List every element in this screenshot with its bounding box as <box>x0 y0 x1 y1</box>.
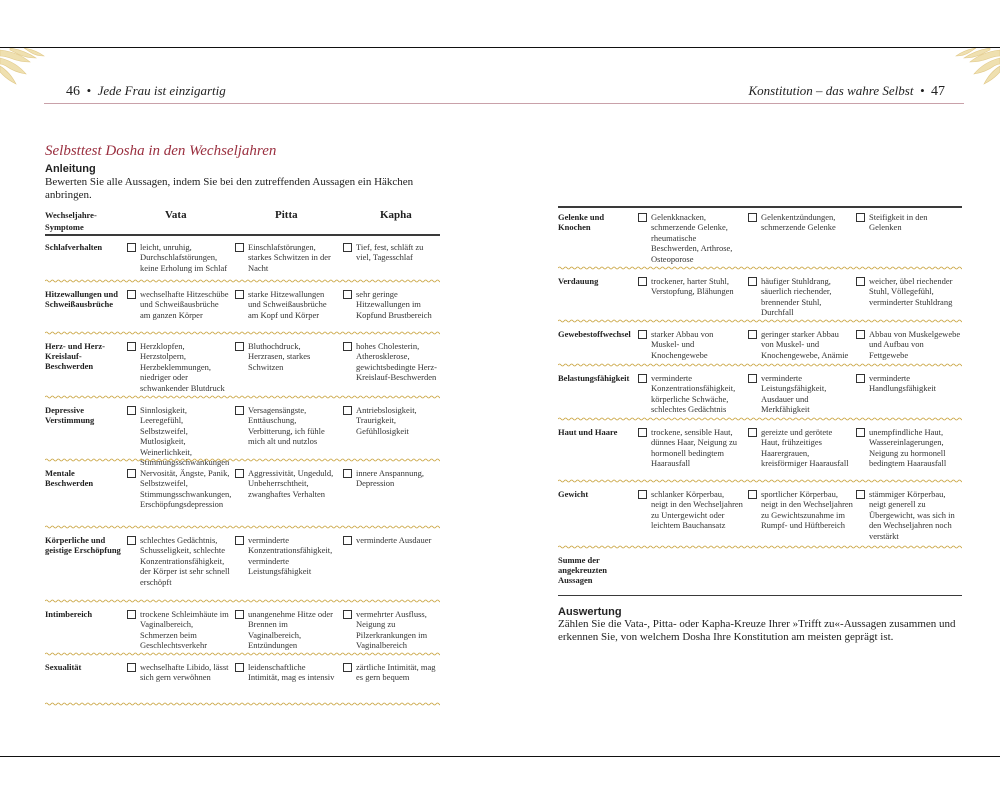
cell-text-vata: Herzklopfen, Herzstolpern, Herzbeklemmungen, niedriger oder schwankender Blutdruck <box>140 341 225 393</box>
checkbox-icon[interactable] <box>235 536 244 545</box>
checkbox-icon[interactable] <box>127 610 136 619</box>
row-symptom: Haut und Haare <box>558 427 618 437</box>
row-symptom: Gewicht <box>558 489 589 499</box>
row-divider <box>45 652 440 656</box>
checkbox-icon[interactable] <box>638 277 647 286</box>
row-divider <box>558 479 962 483</box>
header-pitta: Pitta <box>275 209 298 221</box>
checkbox-icon[interactable] <box>748 277 757 286</box>
checkbox-icon[interactable] <box>235 290 244 299</box>
right-table-top-rule <box>558 206 962 208</box>
cell-text-pitta: Bluthochdruck, Herzrasen, starkes Schwitzen <box>248 341 311 372</box>
checkbox-icon[interactable] <box>343 663 352 672</box>
row-divider <box>558 363 962 367</box>
summary-rule <box>558 595 962 596</box>
cell-text-pitta: sportlicher Körperbau, neigt in den Wechseljahren zu Gewichtszunahme im Rumpf- und Hüftbereich <box>761 489 853 531</box>
checkbox-icon[interactable] <box>748 490 757 499</box>
cell-text-kapha: verminderte Handlungsfähigkeit <box>869 373 937 394</box>
cell-text-vata: Gelenkknacken, schmerzende Gelenke, rheumatische Beschwerden, Arthrose, Osteoporose <box>651 212 733 264</box>
left-running-header: 46 • Jede Frau ist einzigartig <box>66 83 226 99</box>
cell-text-kapha: weicher, übel riechender Stuhl, Völlegefühl, verminderter Stuhldrang <box>869 276 953 307</box>
checkbox-icon[interactable] <box>235 469 244 478</box>
row-symptom: Depressive Verstimmung <box>45 405 95 425</box>
row-divider <box>45 279 440 283</box>
cell-text-vata: wechselhafte Libido, lässt sich gern verwöhnen <box>140 662 229 683</box>
book-spread <box>0 47 1000 757</box>
cell-text-vata: starker Abbau von Muskel- und Knochengewebe <box>651 329 714 360</box>
right-running-header: Konstitution – das wahre Selbst • 47 <box>748 83 945 99</box>
row-divider <box>45 525 440 529</box>
checkbox-icon[interactable] <box>235 610 244 619</box>
row-divider <box>558 545 962 549</box>
row-symptom: Schlafverhalten <box>45 242 103 252</box>
checkbox-icon[interactable] <box>343 406 352 415</box>
cell-text-pitta: geringer starker Abbau von Muskel- und Knochengewebe, Anämie <box>761 329 849 360</box>
cell-text-kapha: sehr geringe Hitzewallungen im Kopfund Brustbereich <box>356 289 432 320</box>
checkbox-icon[interactable] <box>856 330 865 339</box>
checkbox-icon[interactable] <box>127 469 136 478</box>
cell-text-vata: schlechtes Gedächtnis, Schusseligkeit, schlechte Konzentrationsfähigkeit, der Körper ist sehr schnell erschöpft <box>140 535 230 587</box>
cell-text-vata: trockener, harter Stuhl, Verstopfung, Blähungen <box>651 276 734 297</box>
row-divider <box>558 417 962 421</box>
cell-text-pitta: starke Hitzewallungen und Schweißausbrüche am Kopf und Körper <box>248 289 327 320</box>
checkbox-icon[interactable] <box>343 290 352 299</box>
checkbox-icon[interactable] <box>127 406 136 415</box>
evaluation-text: Zählen Sie die Vata-, Pitta- oder Kapha-Kreuze Ihrer »Trifft zu«-Aussagen zusammen und erkennen Sie, von welchem Dosha Ihre Konstitution am meisten geprägt ist. <box>558 618 956 643</box>
row-divider <box>45 395 440 399</box>
checkbox-icon[interactable] <box>235 406 244 415</box>
cell-text-kapha: unempfindliche Haut, Wassereinlagerungen, Neigung zu hormonell bedingtem Haarausfall <box>869 427 947 469</box>
checkbox-icon[interactable] <box>748 330 757 339</box>
checkbox-icon[interactable] <box>235 243 244 252</box>
cell-text-pitta: gereizte und gerötete Haut, frühzeitiges Haarergrauen, kreisförmiger Haarausfall <box>761 427 849 469</box>
checkbox-icon[interactable] <box>638 428 647 437</box>
header-symptoms: Wechseljahre-Symptome <box>45 210 97 232</box>
right-page <box>500 48 1000 756</box>
cell-text-vata: trockene, sensible Haut, dünnes Haar, Neigung zu hormonell bedingtem Haarausfall <box>651 427 738 469</box>
checkbox-icon[interactable] <box>856 213 865 222</box>
checkbox-icon[interactable] <box>127 536 136 545</box>
lotus-ornament-icon <box>0 48 56 88</box>
instructions-heading: Anleitung <box>45 163 96 175</box>
table-header <box>45 208 440 234</box>
checkbox-icon[interactable] <box>748 374 757 383</box>
cell-text-kapha: innere Anspannung, Depression <box>356 468 424 489</box>
header-vata: Vata <box>165 209 187 221</box>
row-symptom: Mentale Beschwerden <box>45 468 94 488</box>
cell-text-kapha: hohes Cholesterin, Atherosklerose, gewichtsbedingte Herz-Kreislauf-Beschwerden <box>356 341 437 383</box>
section-title: Selbsttest Dosha in den Wechseljahren <box>45 143 277 159</box>
row-symptom: Gewebestoffwechsel <box>558 329 631 339</box>
row-symptom: Sexualität <box>45 662 82 672</box>
cell-text-kapha: zärtliche Intimität, mag es gern bequem <box>356 662 436 683</box>
checkbox-icon[interactable] <box>343 243 352 252</box>
checkbox-icon[interactable] <box>235 663 244 672</box>
row-divider <box>45 599 440 603</box>
checkbox-icon[interactable] <box>638 330 647 339</box>
checkbox-icon[interactable] <box>235 342 244 351</box>
checkbox-icon[interactable] <box>856 490 865 499</box>
cell-text-vata: leicht, unruhig, Durchschlafstörungen, keine Erholung im Schlaf <box>140 242 228 273</box>
cell-text-vata: schlanker Körperbau, neigt in den Wechseljahren zu Untergewicht oder leichtem Bauchansatz <box>651 489 743 531</box>
checkbox-icon[interactable] <box>748 213 757 222</box>
row-divider <box>45 458 440 462</box>
cell-text-vata: wechselhafte Hitzeschübe und Schweißausbrüche am ganzen Körper <box>140 289 229 320</box>
row-symptom: Verdauung <box>558 276 599 286</box>
checkbox-icon[interactable] <box>127 243 136 252</box>
cell-text-pitta: Versagensängste, Enttäuschung, Verbitterung, ich fühle mich alt und nutzlos <box>248 405 325 447</box>
cell-text-pitta: häufiger Stuhldrang, säuerlich riechender, brennender Stuhl, Durchfall <box>761 276 832 318</box>
row-divider <box>558 266 962 270</box>
row-symptom: Belastungsfähigkeit <box>558 373 630 383</box>
left-page-number: 46 <box>66 84 80 99</box>
left-page <box>0 48 500 756</box>
cell-text-vata: verminderte Konzentrationsfähigkeit, körperliche Schwäche, schlechtes Gedächtnis <box>651 373 736 415</box>
checkbox-icon[interactable] <box>638 374 647 383</box>
row-symptom: Gelenke und Knochen <box>558 212 605 232</box>
cell-text-kapha: Steifigkeit in den Gelenken <box>869 212 928 233</box>
checkbox-icon[interactable] <box>748 428 757 437</box>
cell-text-vata: Nervosität, Ängste, Panik, Selbstzweifel, Stimmungsschwankungen, Erschöpfungsdepression <box>140 468 232 510</box>
right-page-number: 47 <box>931 84 945 99</box>
left-header-rule <box>44 103 500 104</box>
cell-text-kapha: vermehrter Ausfluss, Neigung zu Pilzerkrankungen im Vaginalbereich <box>356 609 428 651</box>
cell-text-pitta: verminderte Leistungsfähigkeit, Ausdauer und Merkfähigkeit <box>761 373 827 415</box>
cell-text-kapha: Antriebslosigkeit, Traurigkeit, Gefühllosigkeit <box>356 405 417 436</box>
checkbox-icon[interactable] <box>638 490 647 499</box>
checkbox-icon[interactable] <box>856 277 865 286</box>
cell-text-pitta: unangenehme Hitze oder Brennen im Vaginalbereich, Entzündungen <box>248 609 333 651</box>
instructions-text: Bewerten Sie alle Aussagen, indem Sie bei den zutreffenden Aussagen ein Häkchen anbringen. <box>45 176 414 201</box>
right-header-rule <box>500 103 964 104</box>
checkbox-icon[interactable] <box>638 213 647 222</box>
checkbox-icon[interactable] <box>127 290 136 299</box>
left-page-title: Jede Frau ist einzigartig <box>97 83 226 98</box>
checkbox-icon[interactable] <box>343 610 352 619</box>
cell-text-pitta: Gelenkentzündungen, schmerzende Gelenke <box>761 212 836 233</box>
cell-text-pitta: verminderte Konzentrationsfähigkeit, verminderte Leistungsfähigkeit <box>248 535 333 577</box>
cell-text-kapha: verminderte Ausdauer <box>356 535 432 545</box>
cell-text-pitta: Einschlafstörungen, starkes Schwitzen in der Nacht <box>248 242 331 273</box>
checkbox-icon[interactable] <box>343 342 352 351</box>
lotus-ornament-icon <box>944 48 1000 88</box>
checkbox-icon[interactable] <box>856 374 865 383</box>
cell-text-vata: Sinnlosigkeit, Leeregefühl, Selbstzweifel, Mutlosigkeit, Weinerlichkeit, Stimmungsschwankungen <box>140 405 230 468</box>
evaluation-heading: Auswertung <box>558 606 622 618</box>
row-divider <box>45 331 440 335</box>
checkbox-icon[interactable] <box>127 663 136 672</box>
row-symptom: Intimbereich <box>45 609 93 619</box>
checkbox-icon[interactable] <box>343 469 352 478</box>
row-divider <box>558 319 962 323</box>
table-header-rule <box>45 234 440 236</box>
cell-text-kapha: Abbau von Muskelgewebe und Aufbau von Fettgewebe <box>869 329 961 360</box>
header-kapha: Kapha <box>380 209 412 221</box>
row-divider <box>45 702 440 706</box>
row-symptom: Herz- und Herz-Kreislauf-Beschwerden <box>45 341 105 371</box>
cell-text-kapha: Tief, fest, schläft zu viel, Tagesschlaf <box>356 242 424 263</box>
row-symptom: Hitzewallungen und Schweißausbrüche <box>45 289 118 309</box>
cell-text-kapha: stämmiger Körperbau, neigt generell zu Übergewicht, was sich in den Wechseljahren noch verstärkt <box>869 489 955 541</box>
right-page-title: Konstitution – das wahre Selbst <box>748 83 914 98</box>
checkbox-icon[interactable] <box>343 536 352 545</box>
checkbox-icon[interactable] <box>127 342 136 351</box>
checkbox-icon[interactable] <box>856 428 865 437</box>
summary-label: Summe der angekreuzten Aussagen <box>558 555 607 585</box>
cell-text-pitta: Aggressivität, Ungeduld, Unbeherrschtheit, zwanghaftes Verhalten <box>248 468 334 499</box>
cell-text-vata: trockene Schleimhäute im Vaginalbereich, Schmerzen beim Geschlechtsverkehr <box>140 609 229 651</box>
cell-text-pitta: leidenschaftliche Intimität, mag es intensiv <box>248 662 335 683</box>
row-symptom: Körperliche und geistige Erschöpfung <box>45 535 121 555</box>
